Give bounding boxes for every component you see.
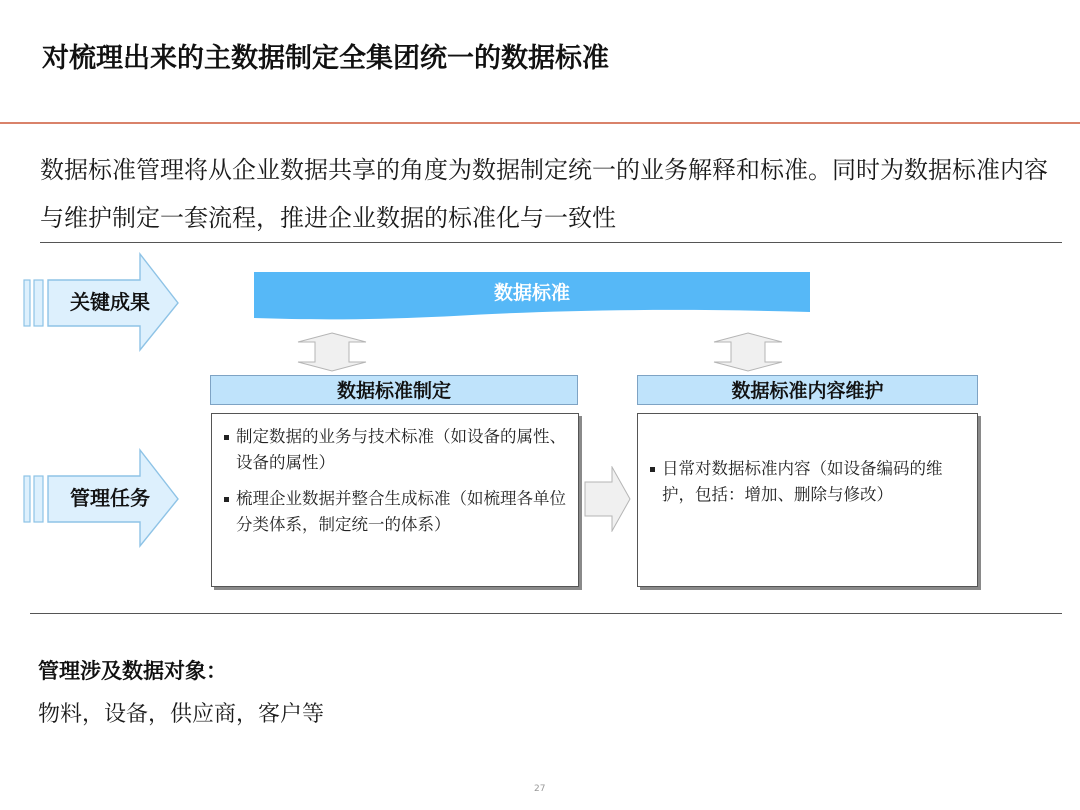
row-management-tasks (22, 448, 202, 548)
title-divider (0, 122, 1080, 124)
bullet-item (224, 486, 566, 538)
intro-text: 数据标准管理将从企业数据共享的角度为数据制定统一的业务解释和标准。同时为数据标准内容与维护制定一套流程，推进企业数据的标准化与一致性 (40, 156, 1048, 232)
task-box-content-maintenance (637, 413, 978, 587)
row-label: 关键成果 (70, 290, 150, 314)
bullet-icon (650, 467, 655, 472)
objects-heading: 管理涉及数据对象： (38, 659, 227, 683)
section-header-standard-definition: 数据标准制定 (210, 375, 578, 405)
slide-title: 对梳理出来的主数据制定全集团统一的数据标准 (42, 43, 609, 74)
section-divider (30, 613, 1062, 614)
double-arrow-vertical-icon (296, 332, 368, 372)
bullet-icon (224, 435, 229, 440)
page-number: 27 (534, 784, 546, 794)
bullet-text: 制定数据的业务与技术标准（如设备的属性、设备的属性） (236, 427, 566, 472)
objects-list: 物料，设备，供应商，客户等 (38, 702, 325, 727)
double-arrow-vertical-icon (712, 332, 784, 372)
section-header-content-maintenance: 数据标准内容维护 (637, 375, 978, 405)
intro-divider (40, 242, 1062, 243)
double-arrow-right (712, 332, 784, 372)
bullet-text: 日常对数据标准内容（如设备编码的维护，包括：增加、删除与修改） (662, 459, 943, 504)
bullet-icon (224, 497, 229, 502)
flow-arrow (584, 466, 632, 532)
double-arrow-left (296, 332, 368, 372)
banner-label: 数据标准 (493, 282, 570, 304)
bullet-item (224, 424, 566, 476)
arrow-right-icon (584, 466, 632, 532)
data-standard-banner (254, 270, 810, 322)
bullet-item (650, 456, 965, 508)
row-label: 管理任务 (70, 486, 150, 510)
bullet-text: 梳理企业数据并整合生成标准（如梳理各单位分类体系，制定统一的体系） (236, 489, 566, 534)
task-box-standard-definition (211, 413, 579, 587)
row-key-results (22, 252, 202, 352)
